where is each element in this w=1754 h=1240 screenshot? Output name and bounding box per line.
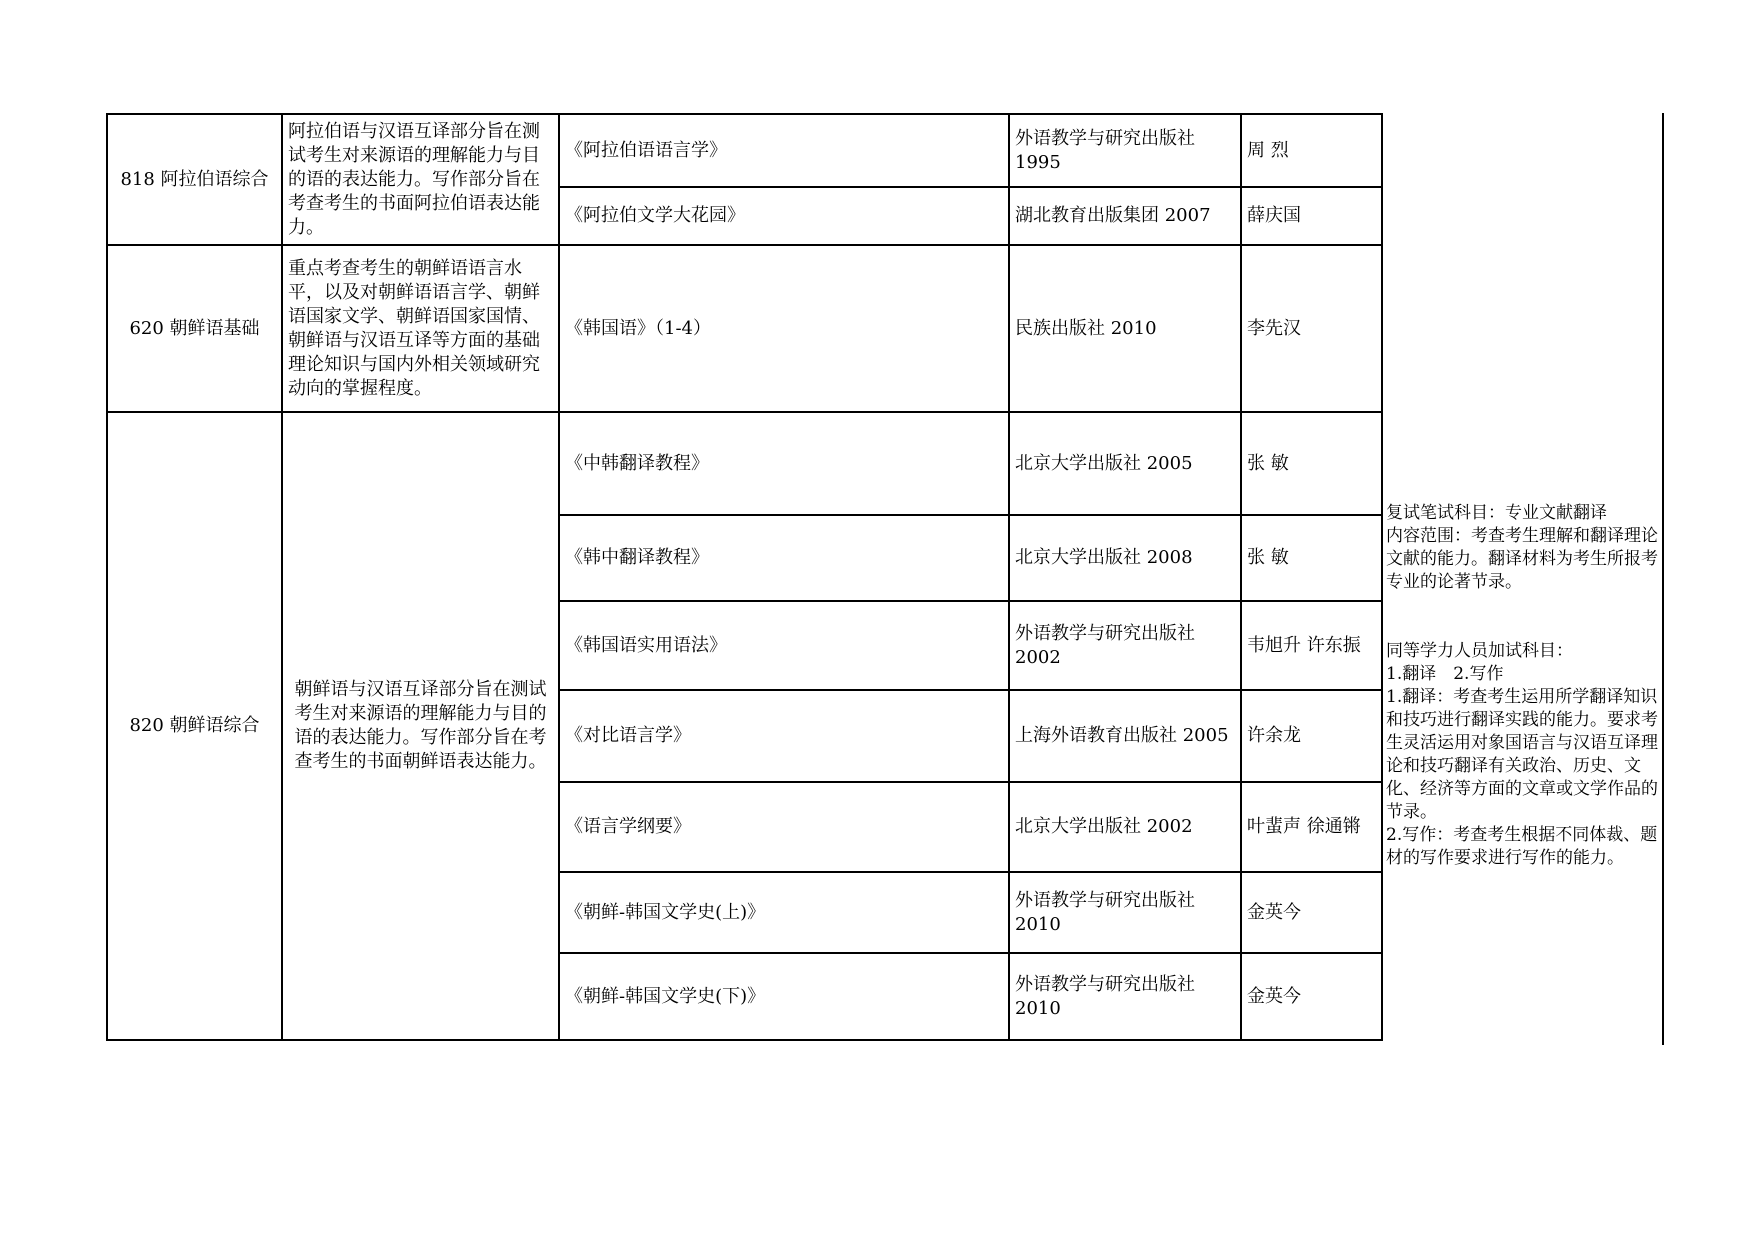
publisher-cell: 外语教学与研究出版社 1995 — [1009, 114, 1241, 187]
author-cell: 李先汉 — [1241, 245, 1382, 412]
book-title-cell: 《韩国语实用语法》 — [559, 601, 1009, 690]
publisher-cell: 北京大学出版社 2002 — [1009, 782, 1241, 872]
remarks-column — [1386, 502, 1658, 870]
spacer — [1386, 594, 1658, 640]
table-row — [107, 412, 1382, 515]
book-title-cell: 《对比语言学》 — [559, 690, 1009, 782]
author-cell: 金英今 — [1241, 953, 1382, 1040]
extra-subjects: 1.翻译 2.写作 — [1386, 664, 1504, 684]
publisher-cell: 民族出版社 2010 — [1009, 245, 1241, 412]
table-row — [107, 114, 1382, 187]
book-title-cell: 《阿拉伯文学大花园》 — [559, 187, 1009, 245]
publisher-cell: 外语教学与研究出版社 2010 — [1009, 872, 1241, 953]
author-cell: 金英今 — [1241, 872, 1382, 953]
book-title-cell: 《韩国语》（1-4） — [559, 245, 1009, 412]
author-cell: 薛庆国 — [1241, 187, 1382, 245]
publisher-cell: 北京大学出版社 2005 — [1009, 412, 1241, 515]
description-cell: 重点考查考生的朝鲜语语言水平，以及对朝鲜语语言学、朝鲜语国家文学、朝鲜语国家国情、朝鲜语与汉语互译等方面的基础理论知识与国内外相关领域研究动向的掌握程度。 — [282, 245, 559, 412]
right-border-line — [1662, 113, 1664, 1045]
publisher-cell: 上海外语教育出版社 2005 — [1009, 690, 1241, 782]
subject-cell: 818 阿拉伯语综合 — [107, 114, 282, 245]
author-cell: 张 敏 — [1241, 412, 1382, 515]
author-cell: 张 敏 — [1241, 515, 1382, 601]
book-title-cell: 《朝鲜-韩国文学史(下)》 — [559, 953, 1009, 1040]
publisher-cell: 外语教学与研究出版社 2010 — [1009, 953, 1241, 1040]
book-title-cell: 《语言学纲要》 — [559, 782, 1009, 872]
publisher-cell: 北京大学出版社 2008 — [1009, 515, 1241, 601]
book-title-cell: 《中韩翻译教程》 — [559, 412, 1009, 515]
author-cell: 韦旭升 许东振 — [1241, 601, 1382, 690]
book-title-cell: 《阿拉伯语语言学》 — [559, 114, 1009, 187]
book-title-cell: 《朝鲜-韩国文学史(上)》 — [559, 872, 1009, 953]
author-cell: 周 烈 — [1241, 114, 1382, 187]
extra-title: 同等学力人员加试科目： — [1386, 641, 1573, 661]
description-cell: 阿拉伯语与汉语互译部分旨在测试考生对来源语的理解能力与目的语的表达能力。写作部分旨在考查考生的书面阿拉伯语表达能力。 — [282, 114, 559, 245]
publisher-cell: 湖北教育出版集团 2007 — [1009, 187, 1241, 245]
table-row — [107, 245, 1382, 412]
description-cell: 朝鲜语与汉语互译部分旨在测试考生对来源语的理解能力与目的语的表达能力。写作部分旨在考查考生的书面朝鲜语表达能力。 — [282, 412, 559, 1040]
subject-cell: 620 朝鲜语基础 — [107, 245, 282, 412]
author-cell: 叶蜚声 徐通锵 — [1241, 782, 1382, 872]
extra-item-translation: 1.翻译：考查考生运用所学翻译知识和技巧进行翻译实践的能力。要求考生灵活运用对象国语言与汉语互译理论和技巧翻译有关政治、历史、文化、经济等方面的文章或文学作品的节录。 — [1386, 687, 1658, 822]
syllabus-table — [106, 113, 1383, 1041]
author-cell: 许余龙 — [1241, 690, 1382, 782]
retest-content: 内容范围：考查考生理解和翻译理论文献的能力。翻译材料为考生所报考专业的论著节录。 — [1386, 526, 1658, 592]
book-title-cell: 《韩中翻译教程》 — [559, 515, 1009, 601]
retest-title: 复试笔试科目：专业文献翻译 — [1386, 503, 1607, 523]
extra-item-writing: 2.写作：考查考生根据不同体裁、题材的写作要求进行写作的能力。 — [1386, 825, 1658, 868]
subject-cell: 820 朝鲜语综合 — [107, 412, 282, 1040]
publisher-cell: 外语教学与研究出版社 2002 — [1009, 601, 1241, 690]
